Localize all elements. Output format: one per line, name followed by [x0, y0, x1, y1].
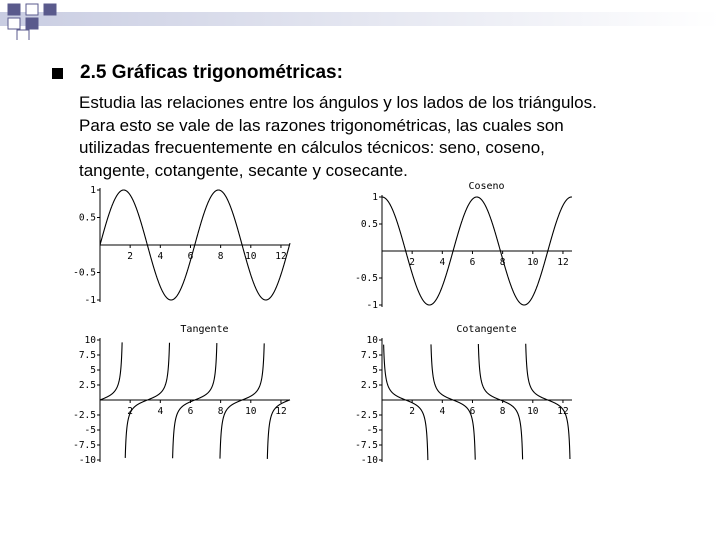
header-square — [8, 4, 20, 15]
x-tick-label: 4 — [157, 406, 164, 417]
y-tick-label: -10 — [360, 455, 378, 466]
y-tick-label: -2.5 — [73, 410, 96, 421]
header-square — [26, 4, 38, 15]
x-tick-label: 8 — [217, 406, 224, 417]
body-line: Para esto se vale de las razones trigonométricas, las cuales son — [79, 115, 564, 135]
slide-title: 2.5 Gráficas trigonométricas: — [80, 62, 343, 83]
x-tick-label: 2 — [409, 257, 416, 268]
tangent-chart — [60, 325, 300, 470]
x-tick-label: 10 — [527, 257, 539, 268]
series-line — [100, 342, 290, 459]
y-tick-label: -5 — [84, 425, 96, 436]
x-tick-label: 2 — [127, 251, 134, 262]
x-tick-label: 12 — [275, 251, 287, 262]
y-tick-label: -10 — [78, 455, 96, 466]
y-tick-label: -2.5 — [355, 410, 378, 421]
x-tick-label: 8 — [499, 406, 506, 417]
header-square — [8, 18, 20, 29]
y-tick-label: 10 — [366, 335, 378, 346]
x-tick-label: 4 — [157, 251, 164, 262]
body-line: Estudia las relaciones entre los ángulos y los lados de los triángulos. — [79, 93, 597, 112]
y-tick-label: 0.5 — [360, 219, 378, 230]
x-tick-label: 6 — [469, 257, 476, 268]
x-tick-label: 4 — [439, 257, 446, 268]
y-tick-label: 1 — [372, 192, 378, 203]
chart-title: Cotangente — [456, 324, 517, 335]
header-square — [26, 18, 38, 29]
x-tick-label: 10 — [527, 406, 539, 417]
x-tick-label: 2 — [127, 406, 134, 417]
x-tick-label: 6 — [187, 251, 194, 262]
y-tick-label: -7.5 — [73, 440, 96, 451]
y-tick-label: -1 — [84, 295, 96, 306]
x-tick-label: 12 — [275, 406, 287, 417]
x-tick-label: 6 — [469, 406, 476, 417]
header-band — [0, 12, 720, 26]
y-tick-label: 2.5 — [78, 380, 96, 391]
x-tick-label: 12 — [557, 257, 569, 268]
sine-chart — [60, 165, 300, 310]
y-tick-label: 7.5 — [78, 350, 96, 361]
y-tick-label: 10 — [84, 335, 96, 346]
y-tick-label: 1 — [90, 185, 96, 196]
y-tick-label: 5 — [90, 365, 96, 376]
header-square — [17, 30, 29, 40]
x-tick-label: 10 — [245, 406, 257, 417]
cotangent-chart — [340, 318, 590, 468]
body-line: utilizadas frecuentemente en cálculos técnicos: seno, coseno, — [79, 138, 545, 157]
cosine-chart — [340, 175, 590, 325]
bullet-square — [52, 68, 63, 79]
chart-title: Tangente — [180, 324, 229, 335]
body-line: tangente, cotangente, secante y cosecante. — [79, 160, 408, 180]
y-tick-label: -0.5 — [355, 273, 378, 284]
y-tick-label: -7.5 — [355, 440, 378, 451]
header-decoration — [0, 0, 720, 40]
y-tick-label: -5 — [366, 425, 378, 436]
x-tick-label: 4 — [439, 406, 446, 417]
y-tick-label: 0.5 — [78, 212, 96, 224]
x-tick-label: 2 — [409, 406, 416, 417]
y-tick-label: 7.5 — [360, 350, 378, 361]
y-tick-label: -0.5 — [73, 267, 96, 279]
chart-title: Coseno — [468, 181, 505, 192]
y-tick-label: -1 — [366, 300, 378, 311]
x-tick-label: 12 — [557, 406, 569, 417]
header-square — [44, 4, 56, 15]
series-line — [384, 344, 570, 460]
x-tick-label: 8 — [499, 257, 506, 268]
x-tick-label: 10 — [245, 251, 257, 262]
x-tick-label: 6 — [187, 406, 194, 417]
y-tick-label: 5 — [372, 365, 378, 376]
y-tick-label: 2.5 — [360, 380, 378, 391]
x-tick-label: 8 — [217, 251, 224, 262]
